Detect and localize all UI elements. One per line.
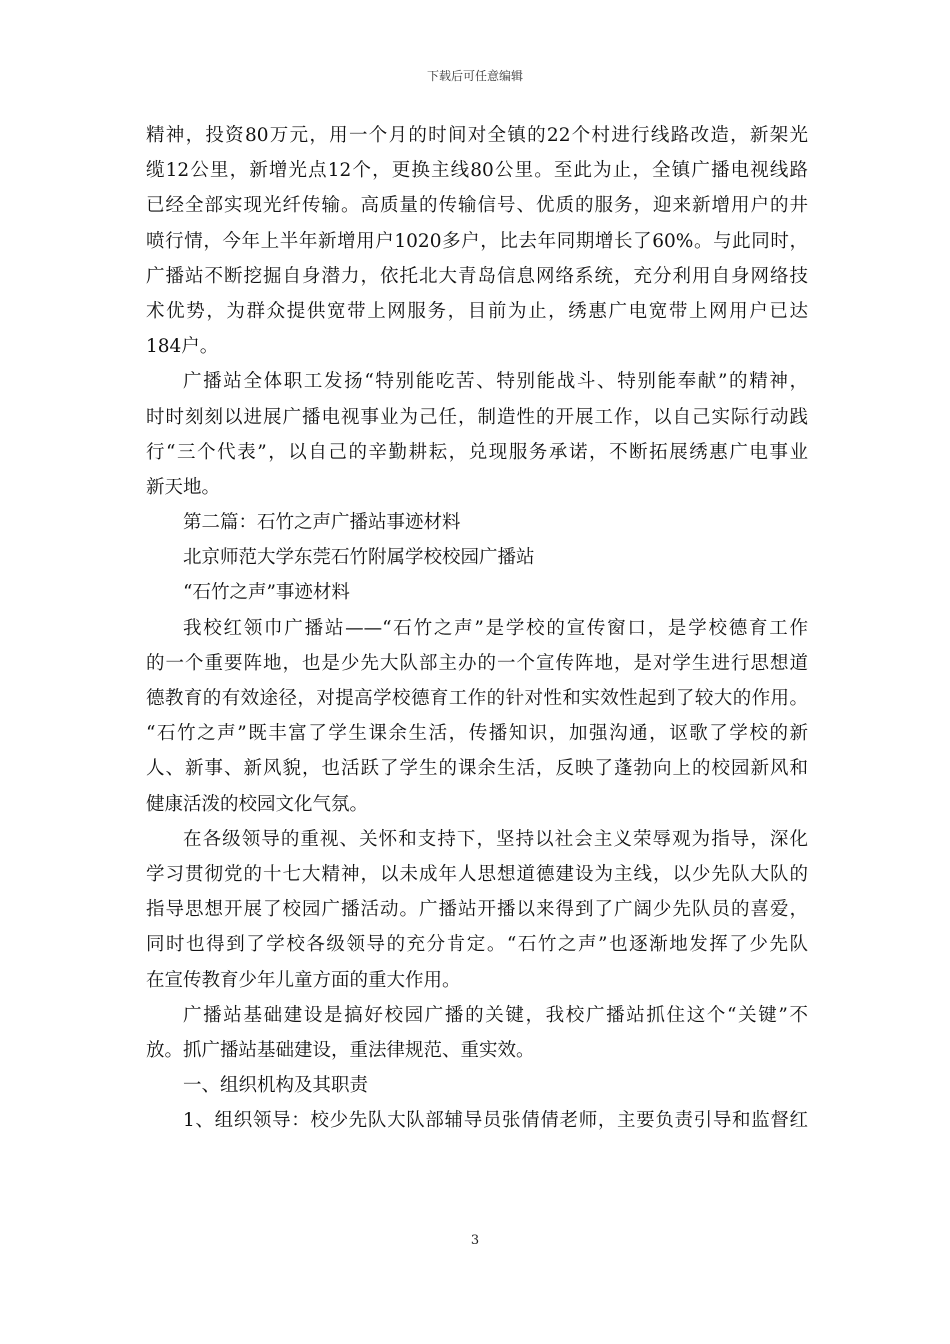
text-line: 同时也得到了学校各级领导的充分肯定。“石竹之声”也逐渐地发挥了少先队 <box>146 934 808 956</box>
text-line: 时时刻刻以进展广播电视事业为己任，制造性的开展工作，以自己实际行动践 <box>146 406 808 428</box>
text-line: 的一个重要阵地，也是少先大队部主办的一个宣传阵地，是对学生进行思想道 <box>146 652 808 674</box>
text-line: 新天地。 <box>146 476 221 498</box>
text-line: 缆12公里，新增光点12个，更换主线80公里。至此为止，全镇广播电视线路 <box>146 160 808 182</box>
text-line: “石竹之声”事迹材料 <box>183 582 350 604</box>
text-line: 一、组织机构及其职责 <box>183 1075 369 1097</box>
text-line: 指导思想开展了校园广播活动。广播站开播以来得到了广阔少先队员的喜爱， <box>146 899 808 921</box>
text-line: 在宣传教育少年儿童方面的重大作用。 <box>146 969 461 991</box>
text-line: 广播站基础建设是搞好校园广播的关键，我校广播站抓住这个“关键”不 <box>183 1004 808 1026</box>
text-line: 在各级领导的重视、关怀和支持下，坚持以社会主义荣辱观为指导，深化 <box>183 828 808 850</box>
document-body <box>146 118 808 1138</box>
text-line: 广播站全体职工发扬“特别能吃苦、特别能战斗、特别能奉献”的精神， <box>183 371 808 393</box>
text-line: 人、新事、新风貌，也活跃了学生的课余生活，反映了蓬勃向上的校园新风和 <box>146 758 808 780</box>
text-line: 德教育的有效途径，对提高学校德育工作的针对性和实效性起到了较大的作用。 <box>146 688 808 709</box>
page-number: 3 <box>470 1233 480 1248</box>
text-line: 健康活泼的校园文化气氛。 <box>146 793 369 815</box>
page-header: 下载后可任意编辑 <box>426 69 523 83</box>
text-line: 广播站不断挖掘自身潜力，依托北大青岛信息网络系统，充分利用自身网络技 <box>146 265 808 287</box>
text-line: 1、组织领导：校少先队大队部辅导员张倩倩老师，主要负责引导和监督红 <box>183 1110 808 1132</box>
text-line: 行“三个代表”，以自己的辛勤耕耘，兑现服务承诺，不断拓展绣惠广电事业 <box>146 441 808 463</box>
text-line: 学习贯彻党的十七大精神，以未成年人思想道德建设为主线，以少先队大队的 <box>146 863 808 885</box>
text-line: 术优势，为群众提供宽带上网服务，目前为止，绣惠广电宽带上网用户已达 <box>146 300 808 322</box>
text-line: 放。抓广播站基础建设，重法律规范、重实效。 <box>146 1039 535 1061</box>
text-line: 已经全部实现光纤传输。高质量的传输信号、优质的服务，迎来新增用户的井 <box>146 195 808 217</box>
text-line: 184户。 <box>146 336 219 358</box>
text-line: 喷行情，今年上半年新增用户1020多户，比去年同期增长了60%。与此同时， <box>146 230 808 252</box>
text-line: 第二篇：石竹之声广播站事迹材料 <box>183 512 461 534</box>
text-line: 精神，投资80万元，用一个月的时间对全镇的22个村进行线路改造，新架光 <box>146 125 808 146</box>
text-line: 北京师范大学东莞石竹附属学校校园广播站 <box>183 547 535 569</box>
text-line: “石竹之声”既丰富了学生课余生活，传播知识，加强沟通，讴歌了学校的新 <box>146 723 808 745</box>
text-line: 我校红领巾广播站——“石竹之声”是学校的宣传窗口，是学校德育工作 <box>183 617 808 639</box>
